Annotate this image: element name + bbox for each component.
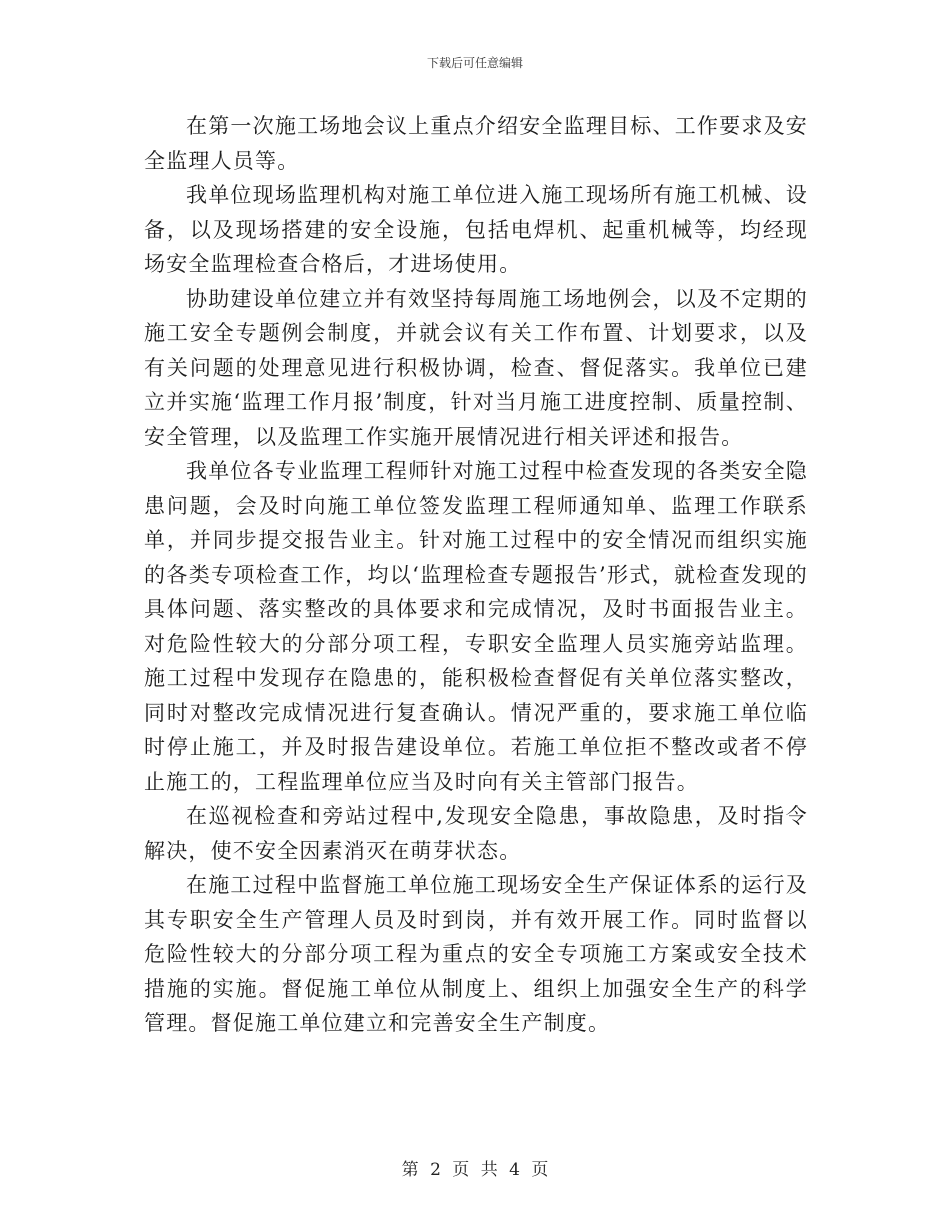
- document-body: [144, 109, 808, 1041]
- footer-suffix: 页: [531, 1160, 549, 1180]
- paragraph: 在施工过程中监督施工单位施工现场安全生产保证体系的运行及其专职安全生产管理人员及时到岗，并有效开展工作。同时监督以危险性较大的分部分项工程为重点的安全专项施工方案或安全技术措施的实施。督促施工单位从制度上、组织上加强安全生产的科学管理。督促施工单位建立和完善安全生产制度。: [144, 873, 808, 1035]
- paragraph: 我单位现场监理机构对施工单位进入施工现场所有施工机械、设备，以及现场搭建的安全设施，包括电焊机、起重机械等，均经现场安全监理检查合格后，才进场使用。: [144, 183, 808, 276]
- footer-prefix: 第: [401, 1160, 419, 1180]
- paragraph: 在第一次施工场地会议上重点介绍安全监理目标、工作要求及安全监理人员等。: [144, 114, 808, 173]
- footer-current-page: 2: [430, 1160, 441, 1180]
- paragraph: 在巡视检查和旁站过程中,发现安全隐患，事故隐患，及时指令解决，使不安全因素消灭在萌芽状态。: [144, 804, 808, 863]
- paragraph: 协助建设单位建立并有效坚持每周施工场地例会，以及不定期的施工安全专题例会制度，并就会议有关工作布置、计划要求，以及有关问题的处理意见进行积极协调，检查、督促落实。我单位已建立并实施‘监理工作月报’制度，针对当月施工进度控制、质量控制、安全管理，以及监理工作实施开展情况进行相关评述和报告。: [144, 286, 808, 449]
- footer-page-word: 页: [452, 1160, 470, 1180]
- paragraph: 我单位各专业监理工程师针对施工过程中检查发现的各类安全隐患问题，会及时向施工单位签发监理工程师通知单、监理工作联系单，并同步提交报告业主。针对施工过程中的安全情况而组织实施的各类专项检查工作，均以‘监理检查专题报告’形式，就检查发现的具体问题、落实整改的具体要求和完成情况，及时书面报告业主。对危险性较大的分部分项工程，专职安全监理人员实施旁站监理。施工过程中发现存在隐患的，能积极检查督促有关单位落实整改，同时对整改完成情况进行复查确认。情况严重的，要求施工单位临时停止施工，并及时报告建设单位。若施工单位拒不整改或者不停止施工的，工程监理单位应当及时向有关主管部门报告。: [144, 459, 808, 794]
- footer-total-pages: 4: [509, 1160, 520, 1180]
- footer-total-word: 共: [480, 1160, 498, 1180]
- page-number-footer: [0, 1155, 950, 1180]
- page-header-note: 下载后可任意编辑: [426, 56, 523, 70]
